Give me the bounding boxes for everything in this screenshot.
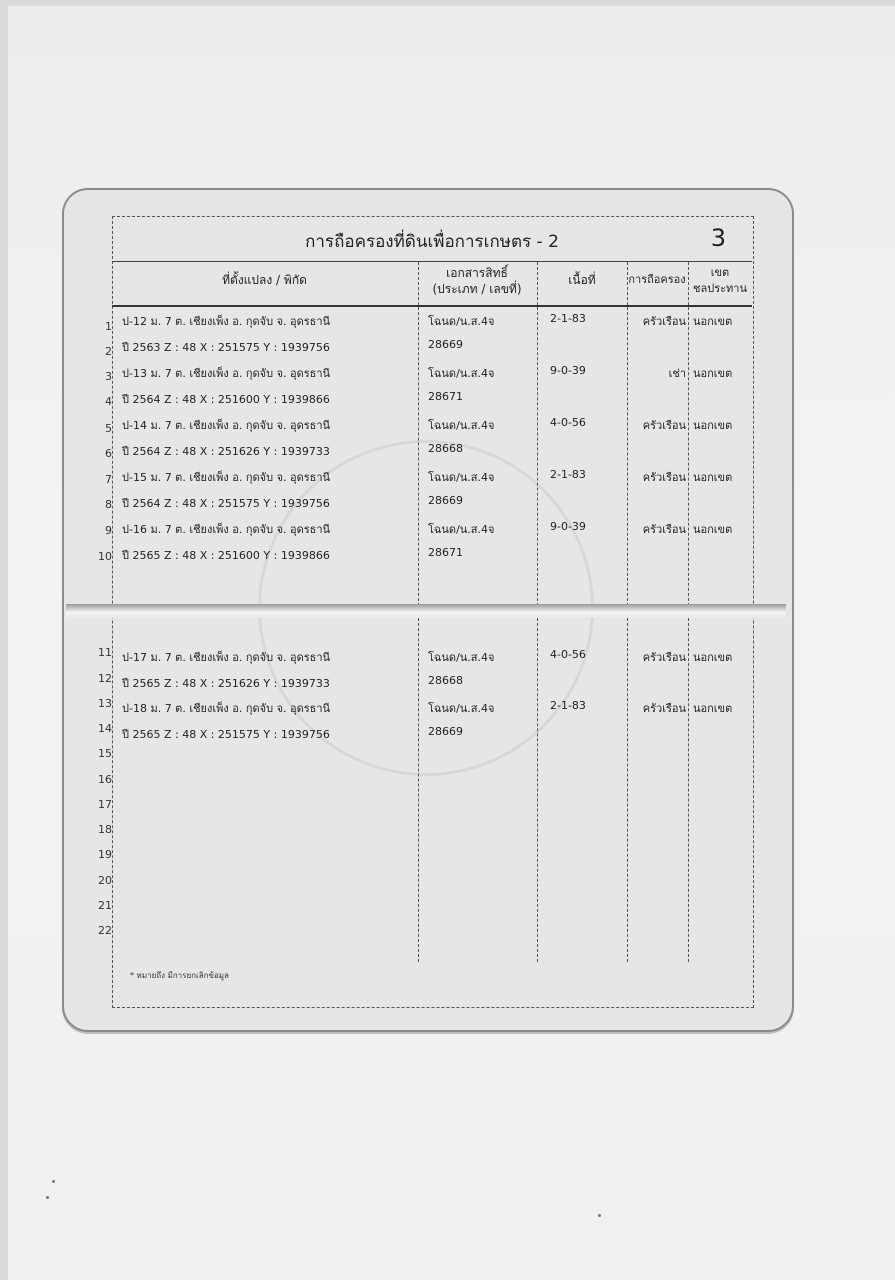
header-zone-line2: ชลประทาน [693, 282, 747, 295]
record-doc2: 28669 [428, 725, 463, 738]
record-tenure: ครัวเรือน [642, 471, 686, 484]
record-area: 9-0-39 [550, 520, 586, 533]
record-loc1: ป-16 ม. 7 ต. เชียงเพ็ง อ. กุดจับ จ. อุดรธานี [122, 523, 331, 536]
record-doc1: โฉนด/น.ส.4จ [428, 523, 495, 536]
record-tenure: ครัวเรือน [642, 702, 686, 715]
record-doc1: โฉนด/น.ส.4จ [428, 651, 495, 664]
record-area: 2-1-83 [550, 312, 586, 325]
record-zone: นอกเขต [693, 315, 733, 328]
record-loc1: ป-13 ม. 7 ต. เชียงเพ็ง อ. กุดจับ จ. อุดรธานี [122, 367, 331, 380]
row-number: 3 [105, 370, 112, 383]
record-doc1: โฉนด/น.ส.4จ [428, 419, 495, 432]
header-divider [112, 305, 752, 307]
dust-speck [598, 1214, 601, 1217]
row-number: 12 [98, 672, 112, 685]
row-number: 1 [105, 320, 112, 333]
row-number: 5 [105, 422, 112, 435]
record-area: 2-1-83 [550, 699, 586, 712]
row-number: 11 [98, 646, 112, 659]
row-number: 7 [105, 473, 112, 486]
footnote: * หมายถึง มีการยกเลิกข้อมูล [130, 971, 229, 980]
record-tenure: ครัวเรือน [642, 419, 686, 432]
record-area: 4-0-56 [550, 648, 586, 661]
row-number: 4 [105, 395, 112, 408]
record-area: 9-0-39 [550, 364, 586, 377]
record-zone: นอกเขต [693, 523, 733, 536]
record-loc2: ปี 2565 Z : 48 X : 251575 Y : 1939756 [122, 728, 330, 741]
record-area: 2-1-83 [550, 468, 586, 481]
record-doc2: 28669 [428, 338, 463, 351]
row-number: 21 [98, 899, 112, 912]
record-loc1: ป-15 ม. 7 ต. เชียงเพ็ง อ. กุดจับ จ. อุดรธานี [122, 471, 331, 484]
record-zone: นอกเขต [693, 471, 733, 484]
record-doc1: โฉนด/น.ส.4จ [428, 315, 495, 328]
dust-speck [52, 1180, 55, 1183]
row-number: 18 [98, 823, 112, 836]
record-zone: นอกเขต [693, 702, 733, 715]
row-number: 16 [98, 773, 112, 786]
title-row [112, 216, 752, 262]
record-loc1: ป-17 ม. 7 ต. เชียงเพ็ง อ. กุดจับ จ. อุดรธานี [122, 651, 331, 664]
record-doc2: 28671 [428, 546, 463, 559]
row-number: 13 [98, 697, 112, 710]
header-document-line1: เอกสารสิทธิ์ [446, 266, 508, 280]
record-doc2: 28668 [428, 674, 463, 687]
record-loc2: ปี 2563 Z : 48 X : 251575 Y : 1939756 [122, 341, 330, 354]
record-loc2: ปี 2565 Z : 48 X : 251600 Y : 1939866 [122, 549, 330, 562]
page-fold [66, 604, 786, 618]
record-area: 4-0-56 [550, 416, 586, 429]
row-number: 19 [98, 848, 112, 861]
page-title: การถือครองที่ดินเพื่อการเกษตร - 2 [305, 232, 559, 252]
record-doc1: โฉนด/น.ส.4จ [428, 702, 495, 715]
record-doc1: โฉนด/น.ส.4จ [428, 367, 495, 380]
record-loc2: ปี 2565 Z : 48 X : 251626 Y : 1939733 [122, 677, 330, 690]
record-doc1: โฉนด/น.ส.4จ [428, 471, 495, 484]
page-number: 3 [710, 224, 726, 252]
record-zone: นอกเขต [693, 419, 733, 432]
record-doc2: 28668 [428, 442, 463, 455]
record-loc1: ป-12 ม. 7 ต. เชียงเพ็ง อ. กุดจับ จ. อุดรธานี [122, 315, 331, 328]
row-number: 9 [105, 524, 112, 537]
row-number: 8 [105, 498, 112, 511]
record-tenure: ครัวเรือน [642, 651, 686, 664]
row-number: 20 [98, 874, 112, 887]
header-irrigation-zone [688, 265, 752, 297]
header-zone-line1: เขต [710, 266, 730, 279]
record-zone: นอกเขต [693, 367, 733, 380]
record-doc2: 28669 [428, 494, 463, 507]
record-loc2: ปี 2564 Z : 48 X : 251575 Y : 1939756 [122, 497, 330, 510]
record-zone: นอกเขต [693, 651, 733, 664]
header-tenure: การถือครอง [628, 273, 686, 286]
record-tenure: เช่า [668, 367, 686, 380]
header-document [418, 265, 536, 297]
record-doc2: 28671 [428, 390, 463, 403]
header-document-line2: (ประเภท / เลขที่) [432, 282, 522, 296]
record-tenure: ครัวเรือน [642, 523, 686, 536]
record-tenure: ครัวเรือน [642, 315, 686, 328]
row-number: 14 [98, 722, 112, 735]
dust-speck [46, 1196, 49, 1199]
row-number: 17 [98, 798, 112, 811]
row-number: 22 [98, 924, 112, 937]
header-location: ที่ตั้งแปลง / พิกัด [222, 273, 307, 287]
row-number: 2 [105, 345, 112, 358]
header-area: เนื้อที่ [568, 273, 596, 287]
row-number: 15 [98, 747, 112, 760]
row-number: 10 [98, 550, 112, 563]
record-loc2: ปี 2564 Z : 48 X : 251626 Y : 1939733 [122, 445, 330, 458]
record-loc1: ป-14 ม. 7 ต. เชียงเพ็ง อ. กุดจับ จ. อุดรธานี [122, 419, 331, 432]
record-loc2: ปี 2564 Z : 48 X : 251600 Y : 1939866 [122, 393, 330, 406]
row-number: 6 [105, 447, 112, 460]
record-loc1: ป-18 ม. 7 ต. เชียงเพ็ง อ. กุดจับ จ. อุดรธานี [122, 702, 331, 715]
